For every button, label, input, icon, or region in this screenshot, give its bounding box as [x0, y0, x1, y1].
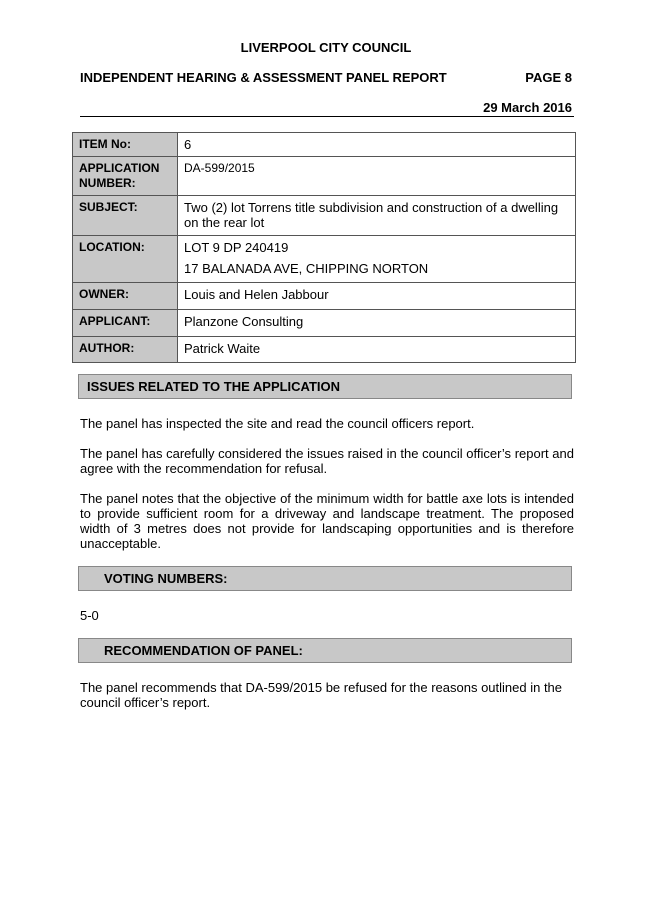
voting-result: 5-0	[80, 608, 99, 623]
issues-paragraph-1: The panel has inspected the site and read the council officers report.	[80, 416, 475, 431]
voting-section-heading: VOTING NUMBERS:	[78, 566, 572, 591]
issues-paragraph-3: The panel notes that the objective of the minimum width for battle axe lots is intended to provide sufficient room for a driveway and landscape treatment. The proposed width of 3 metres does not provide for landscaping opportunities and is therefore unacceptable.	[80, 491, 574, 551]
table-row-location	[73, 236, 576, 283]
application-number-value: DA-599/2015	[178, 157, 576, 196]
report-title: INDEPENDENT HEARING & ASSESSMENT PANEL REPORT	[80, 70, 447, 85]
recommendation-section-heading: RECOMMENDATION OF PANEL:	[78, 638, 572, 663]
report-date: 29 March 2016	[483, 100, 572, 115]
item-value: 6	[178, 133, 576, 157]
table-row-author	[73, 337, 576, 363]
location-address: 17 BALANADA AVE, CHIPPING NORTON	[184, 261, 429, 276]
location-label: LOCATION:	[73, 236, 178, 283]
owner-label: OWNER:	[73, 283, 178, 310]
owner-value: Louis and Helen Jabbour	[178, 283, 576, 310]
applicant-value: Planzone Consulting	[178, 310, 576, 337]
author-label: AUTHOR:	[73, 337, 178, 363]
location-value	[178, 236, 576, 283]
table-row-application	[73, 157, 576, 196]
subject-label: SUBJECT:	[73, 196, 178, 236]
table-row-subject	[73, 196, 576, 236]
recommendation-text: The panel recommends that DA-599/2015 be refused for the reasons outlined in the council officer’s report.	[80, 680, 563, 710]
location-lot: LOT 9 DP 240419	[184, 240, 289, 255]
application-number-label: APPLICATION NUMBER:	[73, 157, 178, 196]
issues-section-heading: ISSUES RELATED TO THE APPLICATION	[78, 374, 572, 399]
table-row-owner	[73, 283, 576, 310]
table-row-applicant	[73, 310, 576, 337]
author-value: Patrick Waite	[178, 337, 576, 363]
subject-value: Two (2) lot Torrens title subdivision and construction of a dwelling on the rear lot	[178, 196, 576, 236]
issues-paragraph-2: The panel has carefully considered the issues raised in the council officer’s report and agree with the recommendation for refusal.	[80, 446, 574, 476]
header-divider	[80, 116, 574, 117]
item-label: ITEM No:	[73, 133, 178, 157]
page-number: PAGE 8	[525, 70, 572, 85]
applicant-label: APPLICANT:	[73, 310, 178, 337]
council-name: LIVERPOOL CITY COUNCIL	[240, 40, 412, 55]
application-details-table	[72, 132, 576, 363]
table-row-item	[73, 133, 576, 157]
